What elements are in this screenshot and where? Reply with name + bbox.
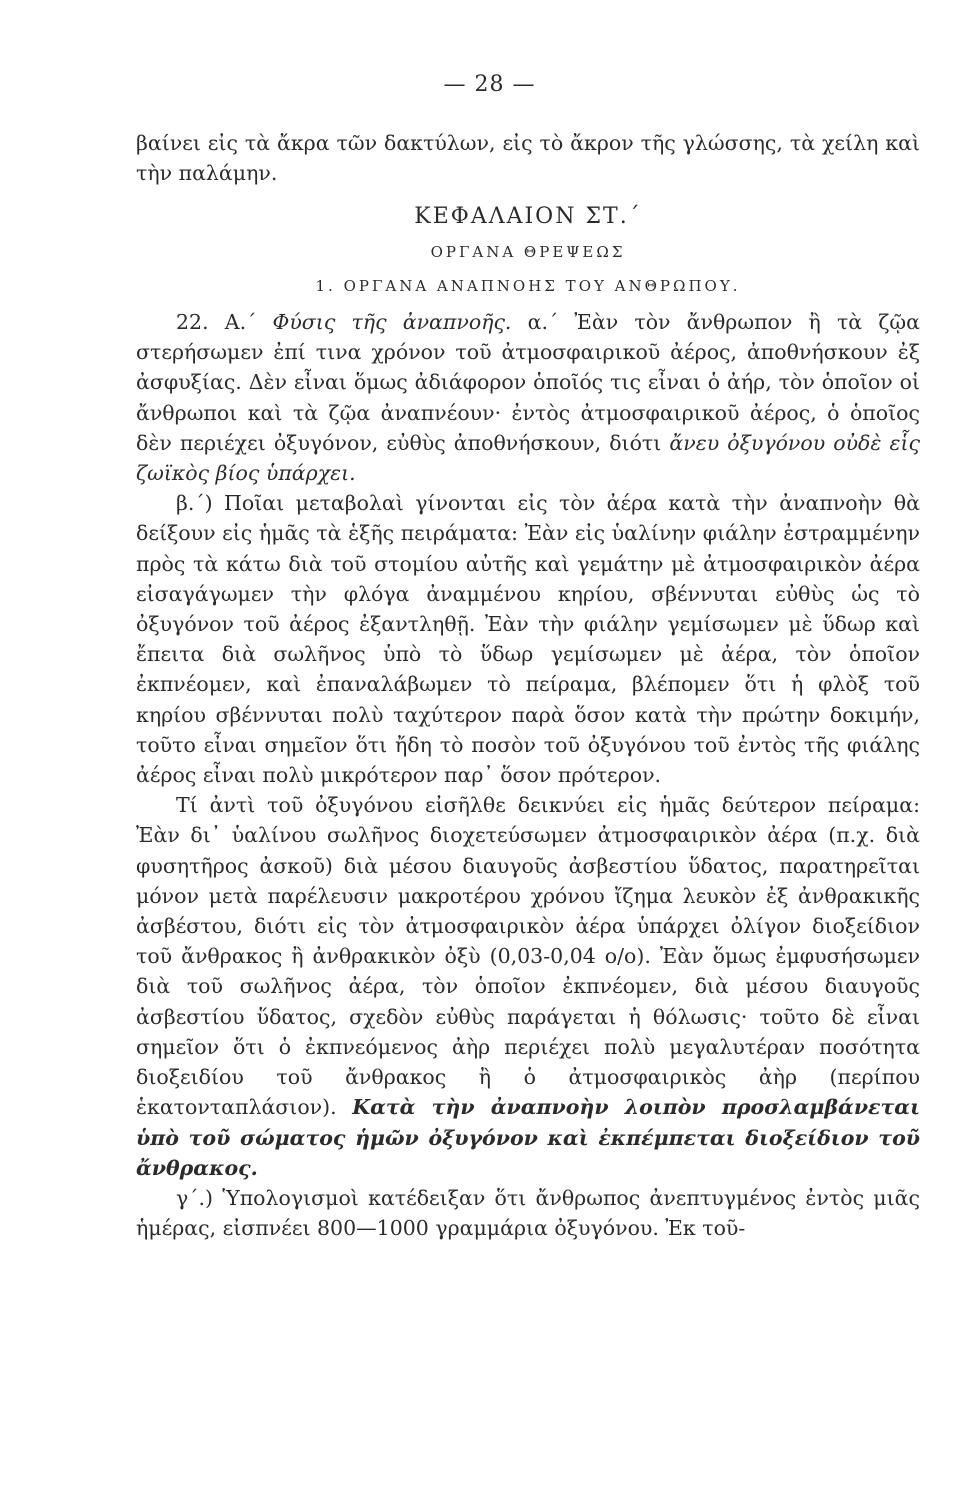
- paragraph-heading: Φύσις τῆς ἀναπνοῆς.: [272, 310, 512, 335]
- paragraph-g: γ΄.) Ὑπολογισμοὶ κατέδειξαν ὅτι ἄνθρωπος ἀνεπτυγμένος ἐντὸς μιᾶς ἡμέρας, εἰσπνέει 800—1000 γραμμάρια ὀξυγόνου. Ἐκ τοῦ-: [136, 1185, 920, 1241]
- page-number: — 28 —: [443, 72, 536, 97]
- chapter-title: ΚΕΦΑΛΑΙΟΝ ΣΤ.΄: [414, 204, 642, 230]
- section-title: ΟΡΓΑΝΑ ΘΡΕΨΕΩΣ: [430, 242, 626, 261]
- paragraph-text: Τί ἀντὶ τοῦ ὀξυγόνου εἰσῆλθε δεικνύει εἰς ἡμᾶς δεύτερον πείραμα: Ἐὰν δι᾽ ὑαλίνου σωλῆνος διοχετεύσωμεν ἀτμοσφαιρικὸν ἀέρα (π.χ. διὰ φυσητῆρος ἀσκοῦ) διὰ μέσου διαυγοῦς ἀσβεστίου ὕδατος, παρατηρεῖται μόνον μετὰ παρέλευσιν μακροτέρου χρόνου ἴζημα λευκὸν ἐξ ἀνθρακικῆς ἀσβέστου, διότι εἰς τὸν ἀτμοσφαιρικὸν ἀέρα ὑπάρχει ὀλίγον διοξείδιον τοῦ ἄνθρακος ἢ ἀνθρακικὸν ὀξὺ (0,03-0,04 ο/ο). Ἐὰν ὅμως ἐμφυσήσωμεν διὰ τοῦ σωλῆνος ἀέρα, τὸν ὁποῖον ἐκπνέομεν, διὰ μέσου διαυγοῦς ἀσβεστίου ὕδατος, σχεδὸν εὐθὺς παράγεται ἡ θόλωσις· τοῦτο δὲ εἶναι σημεῖον ὅτι ὁ ἐκπνεόμενος ἀὴρ περιέχει πολὺ μεγαλυτέραν ποσότητα διοξειδίου τοῦ ἄνθρακος ἢ ὁ ἀτμοσφαιρικὸς ἀὴρ (περίπου ἑκατονταπλάσιον).: [136, 793, 920, 1120]
- continuation-paragraph: βαίνει εἰς τὰ ἄκρα τῶν δακτύλων, εἰς τὸ ἄκρον τῆς γλώσσης, τὰ χείλη καὶ τὴν παλάμην.: [136, 131, 920, 186]
- paragraph-22: [136, 307, 920, 488]
- body-text: [136, 128, 920, 1243]
- paragraph-number: 22. Α.΄: [176, 310, 257, 335]
- paragraph-text: α.΄ Ἐὰν τὸν ἄνθρωπον ἢ τὰ ζῷα στερήσωμεν ἐπί τινα χρόνον τοῦ ἀτμοσφαιρικοῦ ἀέρος, ἀποθνήσκουν ἐξ ἀσφυξίας. Δὲν εἶναι ὅμως ἀδιάφορον ὁποῖός τις εἶναι ὁ ἀήρ, τὸν ὁποῖον οἱ ἄνθρωποι καὶ τὰ ζῷα ἀναπνέουν· ἐντὸς ἀτμοσφαιρικοῦ ἀέρος, ὁ ὁποῖος δὲν περιέχει ὀξυγόνον, εὐθὺς ἀποθνήσκουν, διότι: [136, 310, 920, 455]
- paragraph-c: [136, 790, 920, 1183]
- paragraph-b: β.΄) Ποῖαι μεταβολαὶ γίνονται εἰς τὸν ἀέρα κατὰ τὴν ἀναπνοὴν θὰ δείξουν εἰς ἡμᾶς τὰ ἑξῆς πειράματα: Ἐὰν εἰς ὑαλίνην φιάλην ἐστραμμένην πρὸς τὰ κάτω διὰ τοῦ στομίου αὐτῆς καὶ γεμάτην μὲ ἀτμοσφαιρικὸν ἀέρα εἰσαγάγωμεν τὴν φλόγα ἀναμμένου κηρίου, σβέννυται εὐθὺς ὡς τὸ ὀξυγόνον τοῦ ἀέρος ἐξαντληθῇ. Ἐὰν τὴν φιάλην γεμίσωμεν μὲ ὕδωρ καὶ ἔπειτα διὰ σωλῆνος ὑπὸ τὸ ὕδωρ γεμίσωμεν μὲ ἀέρα, τὸν ὁποῖον ἐκπνέομεν, καὶ ἐπαναλάβωμεν τὸ πείραμα, βλέπομεν ὅτι ἡ φλὸξ τοῦ κηρίου σβέννυται πολὺ ταχύτερον παρὰ ὅσον κατὰ τὴν πρώτην δοκιμήν, τοῦτο εἶναι σημεῖον ὅτι ἤδη τὸ ποσὸν τοῦ ὀξυγόνου τοῦ ἐντὸς τῆς φιάλης ἀέρος εἶναι πολὺ μικρότερον παρ᾽ ὅσον πρότερον.: [136, 491, 920, 788]
- emphasized-text: ἄνευ ὀξυγόνου οὐδὲ εἷς ζωϊκὸς βίος ὑπάρχει.: [136, 430, 920, 486]
- subsection-title: 1. ΟΡΓΑΝΑ ΑΝΑΠΝΟΗΣ ΤΟΥ ΑΝΘΡΩΠΟΥ.: [315, 276, 741, 295]
- emphasized-conclusion: Κατὰ τὴν ἀναπνοὴν λοιπὸν προσλαμβάνεται ὑπὸ τοῦ σώματος ἡμῶν ὀξυγόνον καὶ ἐκπέμπεται διοξείδιον τοῦ ἄνθρακος.: [136, 1095, 920, 1180]
